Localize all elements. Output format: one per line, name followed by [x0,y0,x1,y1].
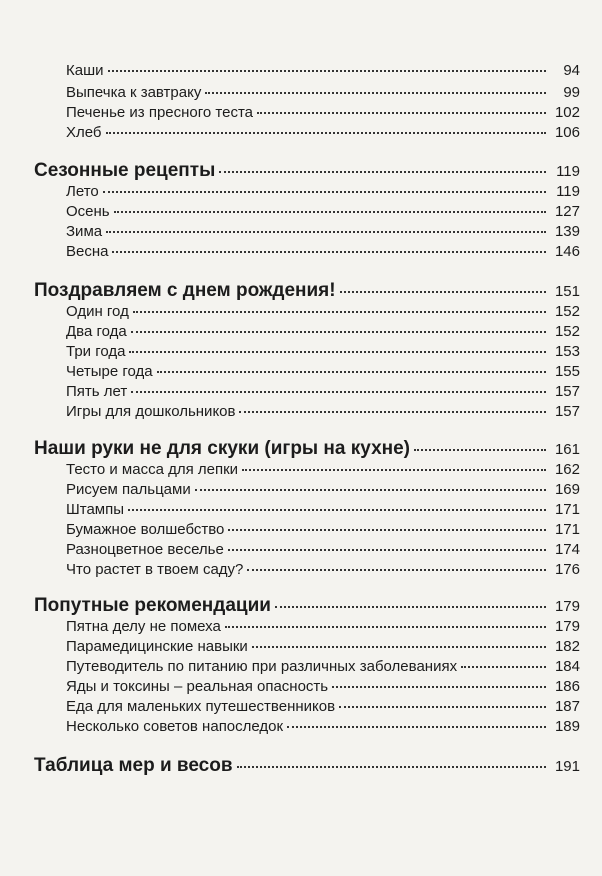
toc-entry-title: Что растет в твоем саду? [66,561,244,578]
toc-entry-title: Зима [66,223,103,240]
toc-entry-title: Парамедицинские навыки [66,638,248,655]
toc-page-number: 151 [554,283,580,300]
toc-entry-title: Лето [66,183,99,200]
toc-entry-row [0,203,602,220]
toc-page-number: 187 [554,698,580,715]
toc-entry-title: Хлеб [66,124,102,141]
toc-page-number: 146 [554,243,580,260]
toc-page-number: 127 [554,203,580,220]
toc-entry-row [0,62,602,79]
toc-page-number: 152 [554,303,580,320]
toc-page-number: 171 [554,501,580,518]
toc-entry-row [0,84,602,101]
toc-page-number: 176 [554,561,580,578]
toc-section-title: Таблица мер и весов [34,755,233,776]
toc-entry-row [0,303,602,320]
toc-entry-title: Весна [66,243,109,260]
toc-entry-title: Печенье из пресного теста [66,104,253,121]
toc-page-number: 153 [554,343,580,360]
toc-entry-title: Яды и токсины – реальная опасность [66,678,329,695]
toc-entry-row [0,618,602,635]
toc-page-number: 161 [554,441,580,458]
dot-leader [228,549,546,551]
toc-page-number: 189 [554,718,580,735]
toc-entry-title: Рисуем пальцами [66,481,191,498]
dot-leader [275,606,546,608]
dot-leader [157,371,546,373]
toc-entry-row [0,541,602,558]
dot-leader [257,112,546,114]
toc-page-number: 157 [554,403,580,420]
toc-section-row [0,595,602,617]
toc-page-number: 119 [556,163,580,180]
toc-entry-title: Каши [66,62,104,79]
toc-section-row [0,755,602,777]
toc-section-row [0,280,602,302]
dot-leader [228,529,546,531]
dot-leader [414,449,546,451]
toc-page-number: 179 [554,618,580,635]
toc-entry-title: Пять лет [66,383,128,400]
toc-entry-title: Осень [66,203,110,220]
toc-section-title: Сезонные рецепты [34,160,216,181]
toc-page-number: 162 [554,461,580,478]
toc-page-number: 182 [554,638,580,655]
toc-entry-row [0,718,602,735]
toc-entry-title: Выпечка к завтраку [66,84,202,101]
dot-leader [340,291,546,293]
toc-page-number: 184 [554,658,580,675]
toc-entry-title: Еда для маленьких путешественников [66,698,336,715]
dot-leader [133,311,546,313]
toc-section-row [0,438,602,460]
toc-section-row [0,160,602,182]
toc-entry-row [0,343,602,360]
toc-entry-row [0,183,602,200]
toc-entry-row [0,124,602,141]
toc-entry-row [0,383,602,400]
dot-leader [252,646,546,648]
dot-leader [112,251,546,253]
toc-page-number: 106 [554,124,580,141]
toc-page-number: 99 [563,84,580,101]
toc-page-number: 157 [554,383,580,400]
dot-leader [106,132,546,134]
toc-page-number: 139 [554,223,580,240]
toc-page-number: 94 [563,62,580,79]
dot-leader [237,766,546,768]
toc-entry-row [0,698,602,715]
toc-entry-row [0,461,602,478]
toc-page-number: 171 [554,521,580,538]
toc-entry-title: Пятна делу не помеха [66,618,221,635]
dot-leader [106,231,546,233]
toc-page-number: 155 [554,363,580,380]
dot-leader [219,171,546,173]
dot-leader [239,411,546,413]
toc-entry-title: Игры для дошкольников [66,403,236,420]
dot-leader [242,469,546,471]
toc-page-number: 169 [554,481,580,498]
toc-page-number: 191 [554,758,580,775]
toc-entry-row [0,501,602,518]
dot-leader [195,489,546,491]
dot-leader [339,706,546,708]
dot-leader [131,331,546,333]
toc-entry-row [0,678,602,695]
dot-leader [225,626,546,628]
toc-section-title: Наши руки не для скуки (игры на кухне) [34,438,411,459]
toc-page-number: 186 [554,678,580,695]
toc-page-number: 179 [554,598,580,615]
toc-entry-row [0,521,602,538]
toc-entry-title: Один год [66,303,129,320]
toc-entry-title: Путеводитель по питанию при различных заболеваниях [66,658,458,675]
toc-entry-title: Бумажное волшебство [66,521,225,538]
toc-entry-row [0,481,602,498]
toc-section-title: Поздравляем с днем рождения! [34,280,336,301]
dot-leader [114,211,546,213]
toc-entry-row [0,223,602,240]
toc-entry-row [0,561,602,578]
dot-leader [461,666,546,668]
toc-entry-row [0,323,602,340]
toc-entry-row [0,363,602,380]
toc-entry-title: Разноцветное веселье [66,541,224,558]
dot-leader [287,726,546,728]
toc-page-number: 119 [556,183,580,200]
dot-leader [103,191,546,193]
dot-leader [332,686,546,688]
toc-page-number: 152 [554,323,580,340]
toc-page-number: 102 [554,104,580,121]
toc-entry-title: Тесто и масса для лепки [66,461,239,478]
dot-leader [131,391,546,393]
toc-page-number: 174 [554,541,580,558]
toc-section-title: Попутные рекомендации [34,595,271,616]
toc-entry-row [0,658,602,675]
toc-entry-title: Четыре года [66,363,153,380]
dot-leader [128,509,546,511]
dot-leader [108,70,547,72]
toc-entry-row [0,403,602,420]
toc-entry-row [0,638,602,655]
toc-entry-row [0,243,602,260]
toc-entry-title: Два года [66,323,127,340]
toc-entry-title: Штампы [66,501,125,518]
dot-leader [129,351,546,353]
toc-entry-row [0,104,602,121]
dot-leader [247,569,546,571]
toc-entry-title: Несколько советов напоследок [66,718,284,735]
toc-entry-title: Три года [66,343,126,360]
dot-leader [205,92,546,94]
